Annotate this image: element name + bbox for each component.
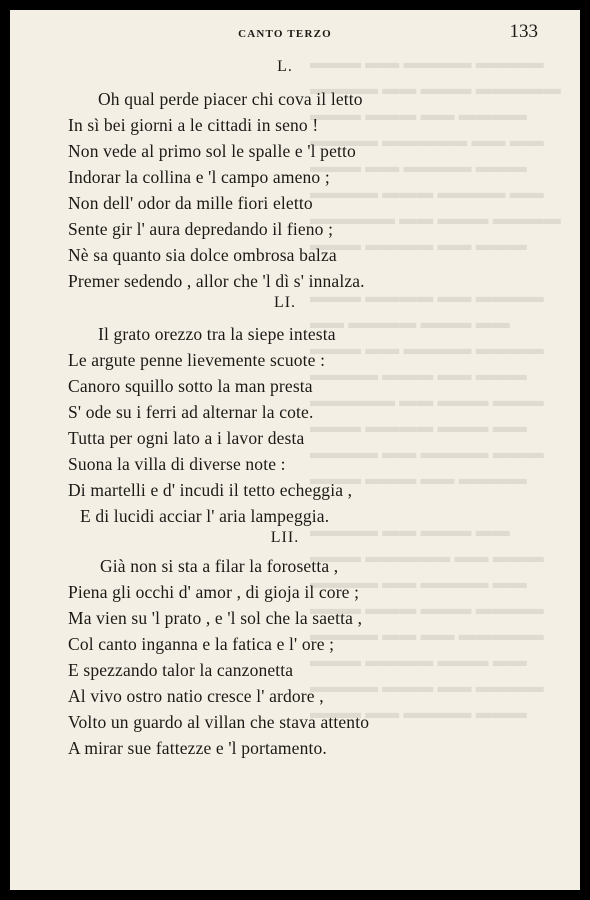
running-head: CANTO TERZO (238, 28, 332, 40)
verse-line: Di martelli e d' incudi il tetto echeggia , (68, 480, 353, 500)
verse-line: Col canto inganna e la fatica e l' ore ; (68, 634, 335, 654)
verse-line: Piena gli occhi d' amor , di gioja il core ; (68, 582, 360, 602)
verse-line: Premer sedendo , allor che 'l dì s' innalza. (68, 271, 365, 291)
verse-line: Nè sa quanto sia dolce ombrosa balza (68, 245, 337, 265)
verse-line: Indorar la collina e 'l campo ameno ; (68, 167, 330, 187)
stanza-number: L. (277, 58, 293, 75)
verse-line: A mirar sue fattezze e 'l portamento. (68, 738, 327, 758)
verse-line: Il grato orezzo tra la siepe intesta (98, 324, 336, 344)
verse-line: Tutta per ogni lato a i lavor desta (68, 428, 305, 448)
verse-line: Volto un guardo al villan che stava attento (68, 712, 370, 732)
verse-line: Le argute penne lievemente scuote : (68, 350, 326, 370)
verse-line: Canoro squillo sotto la man presta (68, 376, 313, 396)
verse-line: Oh qual perde piacer chi cova il letto (98, 89, 363, 109)
verse-line: Suona la villa di diverse note : (68, 454, 286, 474)
verse-line: S' ode su i ferri ad alternar la cote. (68, 402, 314, 422)
verse-line: E spezzando talor la canzonetta (68, 660, 294, 680)
verse-line: Già non si sta a filar la forosetta , (100, 556, 339, 576)
verse-line: Sente gir l' aura depredando il fieno ; (68, 219, 334, 239)
verse-line: Non vede al primo sol le spalle e 'l petto (68, 141, 356, 161)
verse-line: E di lucidi acciar l' aria lampeggia. (80, 506, 330, 526)
stanza-number: LI. (273, 294, 297, 311)
stanza-number: LII. (270, 529, 300, 546)
page-number: 133 (509, 21, 538, 42)
book-page (10, 10, 580, 890)
verse-line: Ma vien su 'l prato , e 'l sol che la saetta , (68, 608, 363, 628)
verse-line: Al vivo ostro natio cresce l' ardore , (68, 686, 324, 706)
verse-line: Non dell' odor da mille fiori eletto (68, 193, 313, 213)
verse-line: In sì bei giorni a le cittadi in seno ! (68, 115, 319, 135)
show-through-texture: ▬▬▬ ▬▬ ▬▬▬▬ ▬▬▬▬ ▬▬▬▬ ▬▬ ▬▬▬ ▬▬▬▬▬ ▬▬▬ ▬▬▬ ▬▬ ▬▬▬▬ ▬▬▬▬ ▬▬▬▬▬ ▬▬ ▬▬ ▬▬▬ ▬▬ ▬▬▬▬ ▬▬▬ ▬▬▬▬ ▬▬▬ ▬▬▬▬ ▬▬ ▬▬▬▬▬ ▬▬ ▬▬▬ ▬▬▬▬ ▬▬▬ ▬▬▬▬ ▬▬ ▬▬▬ ▬▬▬ ▬▬▬▬ ▬▬ ▬▬▬▬ ▬▬ ▬▬▬▬ ▬▬▬ ▬▬ ▬▬▬ ▬▬ ▬▬▬▬ ▬▬▬▬ ▬▬▬▬ ▬▬▬ ▬▬ ▬▬▬ ▬▬▬▬▬ ▬▬ ▬▬▬ ▬▬▬ ▬▬▬ ▬▬▬▬ ▬▬▬ ▬▬ ▬▬▬▬ ▬▬ ▬▬▬▬ ▬▬▬ ▬▬▬ ▬▬▬ ▬▬ ▬▬▬▬ ▬▬▬▬ ▬▬ ▬▬▬ ▬▬ ▬▬▬ ▬▬▬▬▬ ▬▬ ▬▬▬ ▬▬▬▬ ▬▬ ▬▬▬▬ ▬▬ ▬▬▬ ▬▬▬ ▬▬▬ ▬▬▬▬ ▬▬▬▬ ▬▬ ▬▬ ▬▬▬▬▬ ▬▬▬ ▬▬▬▬ ▬▬▬ ▬▬ ▬▬▬▬ ▬▬▬ ▬▬ ▬▬▬▬ ▬▬▬ ▬▬ ▬▬▬▬ ▬▬▬ (310, 53, 561, 722)
